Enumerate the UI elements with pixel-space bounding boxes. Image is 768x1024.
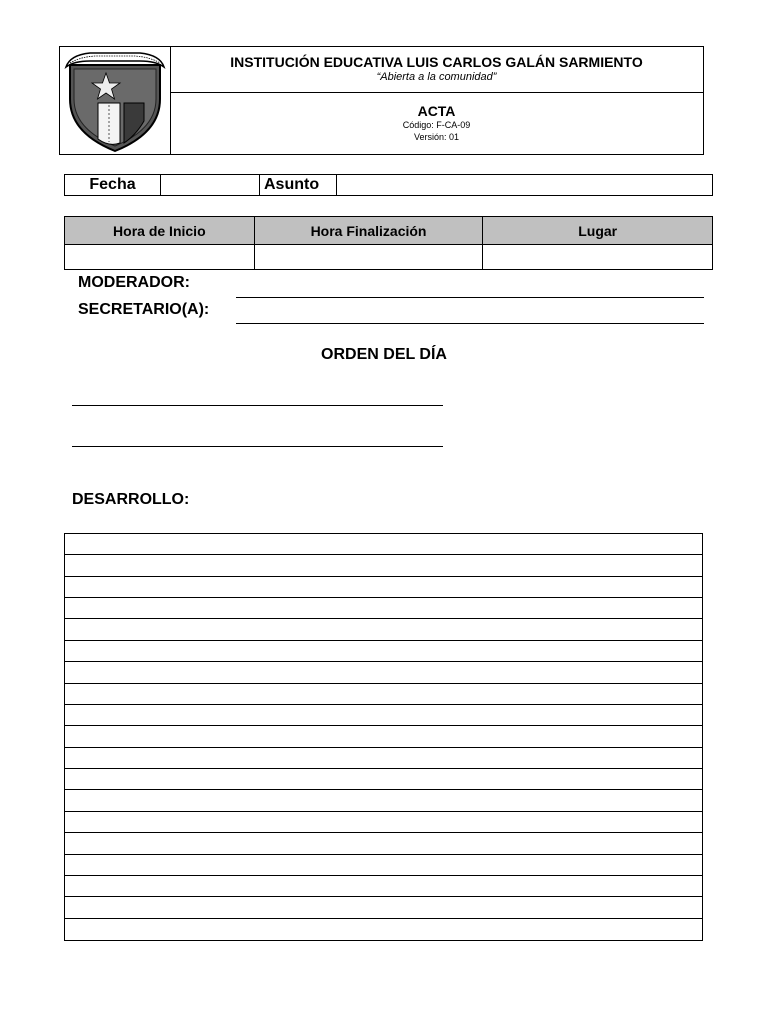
institution-name: INSTITUCIÓN EDUCATIVA LUIS CARLOS GALÁN SARMIENTO [230, 54, 643, 70]
desarrollo-line [65, 832, 702, 833]
secretario-label: SECRETARIO(A): [78, 301, 210, 318]
desarrollo-lined-area[interactable] [64, 533, 703, 941]
hours-header-row [65, 217, 713, 245]
orden-del-dia-title: ORDEN DEL DÍA [321, 346, 447, 363]
secretario-line[interactable] [236, 323, 704, 324]
desarrollo-line [65, 789, 702, 790]
moderador-label: MODERADOR: [78, 274, 190, 291]
desarrollo-title: DESARROLLO: [72, 491, 190, 508]
desarrollo-line [65, 640, 702, 641]
document-title: ACTA [417, 103, 456, 119]
institution-motto: “Abierta a la comunidad” [376, 71, 497, 83]
lugar-header: Lugar [483, 217, 713, 245]
desarrollo-line [65, 597, 702, 598]
hora-finalizacion-field[interactable] [254, 245, 483, 270]
hours-value-row [65, 245, 713, 270]
orden-line-2[interactable] [72, 446, 443, 447]
desarrollo-line [65, 683, 702, 684]
desarrollo-line [65, 896, 702, 897]
asunto-label: Asunto [259, 175, 337, 195]
desarrollo-line [65, 661, 702, 662]
desarrollo-line [65, 768, 702, 769]
moderador-line[interactable] [236, 297, 704, 298]
desarrollo-line [65, 554, 702, 555]
desarrollo-line [65, 918, 702, 919]
document-info-cell [170, 92, 703, 154]
school-crest-logo [60, 47, 170, 154]
fecha-label: Fecha [65, 175, 161, 195]
desarrollo-line [65, 875, 702, 876]
desarrollo-line [65, 811, 702, 812]
lugar-field[interactable] [483, 245, 713, 270]
hora-inicio-header: Hora de Inicio [65, 217, 255, 245]
document-header [59, 46, 704, 155]
hora-inicio-field[interactable] [65, 245, 255, 270]
asunto-field[interactable] [337, 175, 712, 195]
fecha-asunto-row [64, 174, 713, 196]
desarrollo-line [65, 576, 702, 577]
hora-finalizacion-header: Hora Finalización [254, 217, 483, 245]
institution-cell [170, 47, 703, 93]
logo-cell [60, 47, 171, 154]
desarrollo-line [65, 747, 702, 748]
desarrollo-line [65, 854, 702, 855]
document-code: Código: F-CA-09 [402, 120, 471, 130]
desarrollo-line [65, 704, 702, 705]
hours-table [64, 216, 713, 270]
fecha-field[interactable] [160, 175, 260, 195]
document-version: Versión: 01 [413, 132, 460, 142]
desarrollo-line [65, 618, 702, 619]
desarrollo-line [65, 725, 702, 726]
orden-line-1[interactable] [72, 405, 443, 406]
